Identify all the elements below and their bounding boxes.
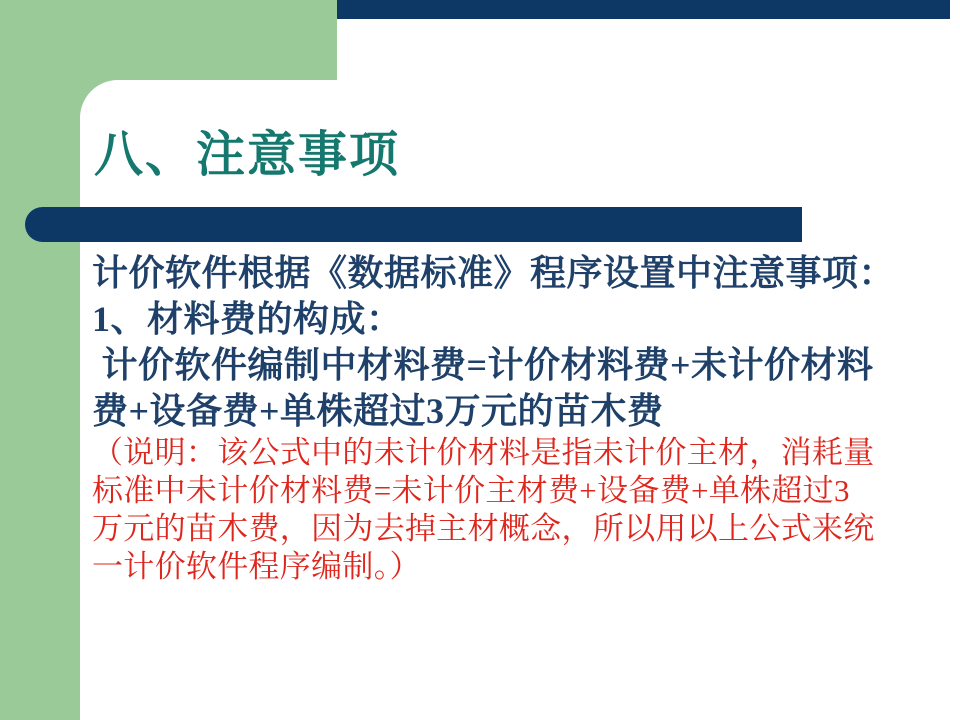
- slide-body: [92, 250, 922, 586]
- body-line: 费+设备费+单株超过3万元的苗木费: [92, 391, 664, 431]
- note-line: 一计价软件程序编制。）: [92, 549, 421, 584]
- body-line: 1、材料费的构成：: [92, 299, 403, 339]
- slide-title: 八、注意事项: [94, 127, 401, 182]
- body-line: 计价软件编制中材料费=计价材料费+未计价材料: [92, 345, 874, 385]
- note-line: 标准中未计价材料费=未计价主材费+设备费+单株超过3: [92, 473, 850, 508]
- note-line: （说明：该公式中的未计价材料是指未计价主材，消耗量: [92, 435, 875, 470]
- title-divider-bar: [25, 207, 802, 242]
- top-navy-bar: [337, 0, 950, 19]
- note-line: 万元的苗木费，因为去掉主材概念，所以用以上公式来统: [92, 511, 875, 546]
- body-line: 计价软件根据《数据标准》程序设置中注意事项：: [92, 253, 896, 293]
